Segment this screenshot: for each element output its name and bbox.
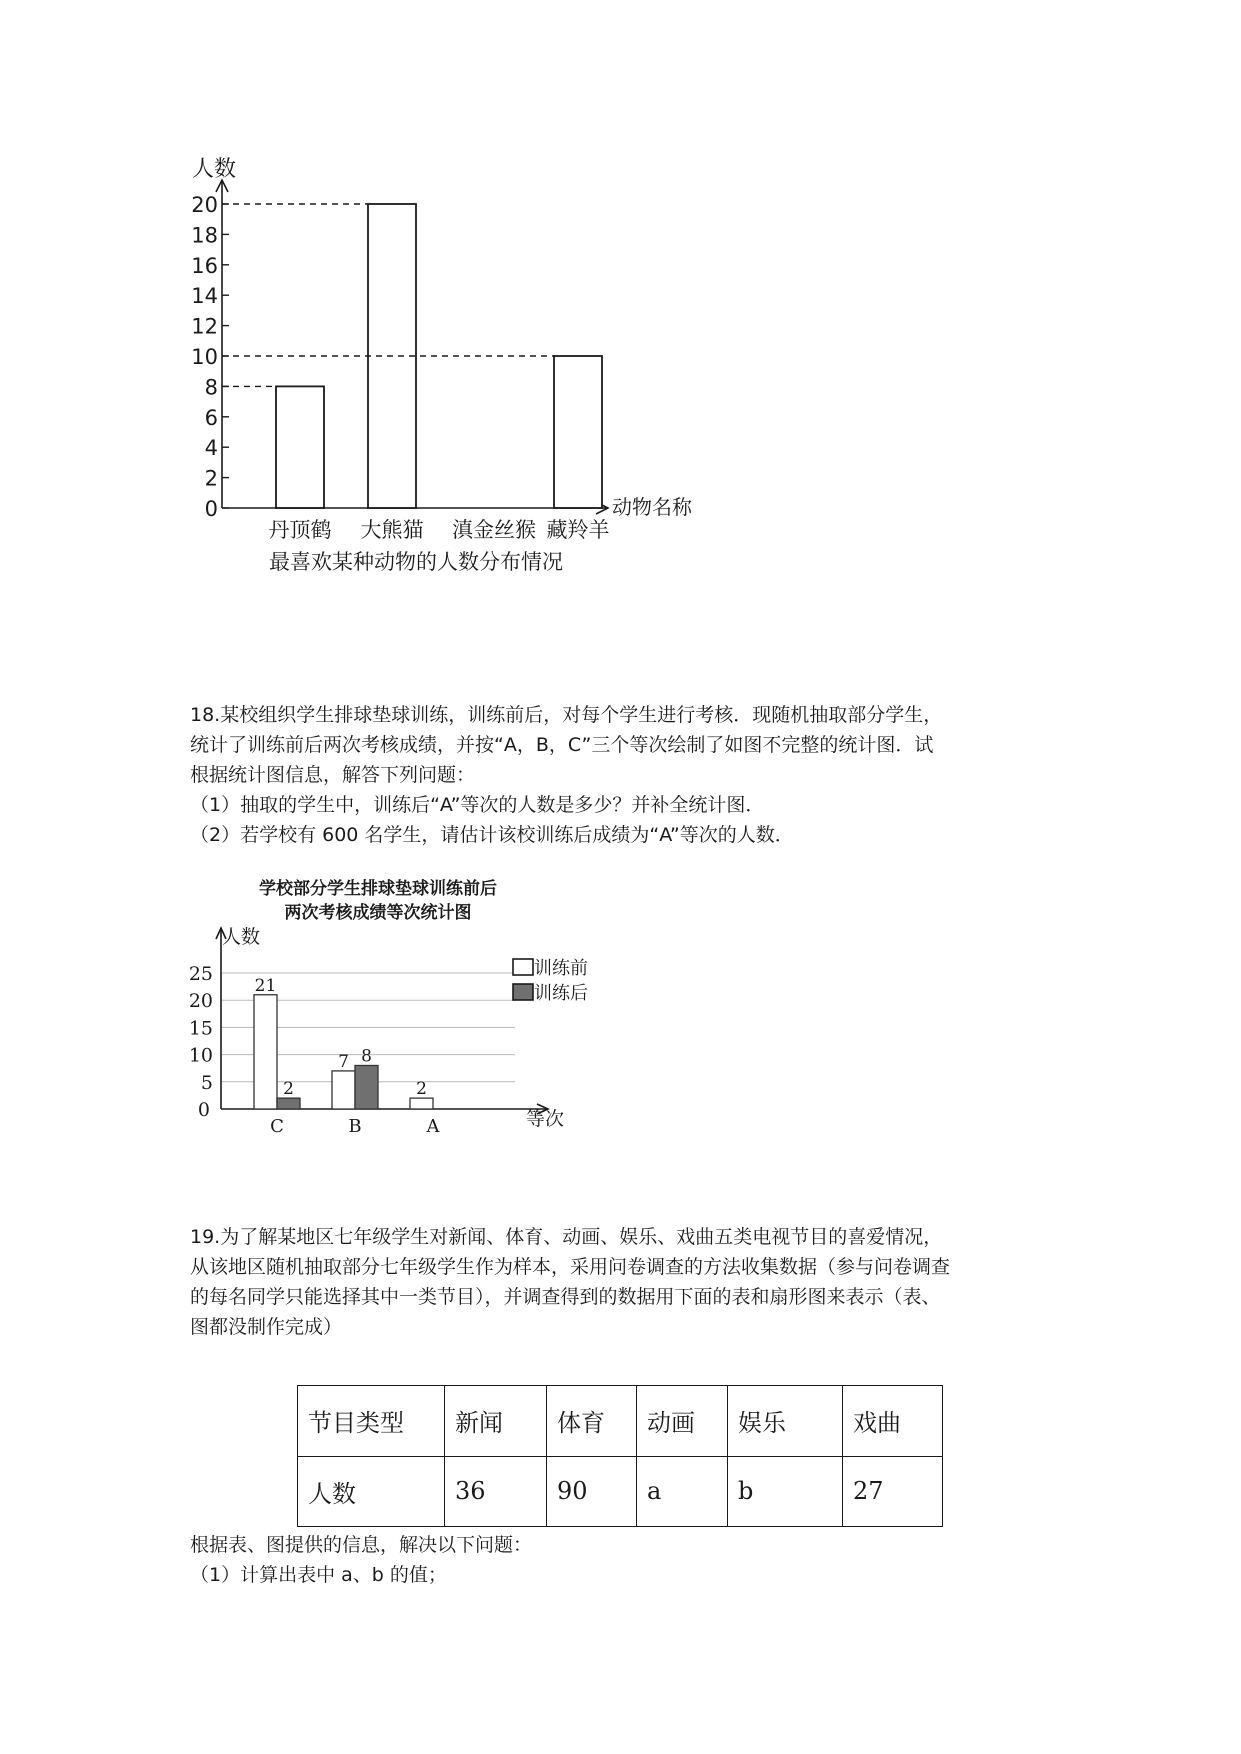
bar [410, 1098, 433, 1109]
table-cell: 体育 [547, 1386, 637, 1457]
x-tick-label: 大熊猫 [360, 518, 424, 542]
y-axis-label: 人数 [222, 926, 261, 948]
animal-preference-bar-chart [0, 0, 1241, 600]
bar [276, 386, 324, 508]
y-tick-label: 25 [188, 963, 213, 985]
data-label: 2 [416, 1079, 427, 1100]
bar [332, 1071, 355, 1109]
y-tick-label: 20 [191, 193, 218, 217]
table-cell: 新闻 [445, 1386, 547, 1457]
chart-subtitle: 两次考核成绩等次统计图 [284, 903, 472, 923]
y-tick-label: 10 [191, 345, 218, 369]
table-cell: 27 [843, 1456, 943, 1527]
y-tick-label: 0 [204, 497, 218, 521]
q18-line: （1）抽取的学生中，训练后“A”等次的人数是多少？并补全统计图． [190, 794, 765, 816]
y-tick-label: 10 [188, 1044, 213, 1067]
y-tick-label: 20 [188, 990, 213, 1013]
bar [254, 995, 277, 1109]
training-grade-bar-chart [0, 860, 1241, 1140]
table-header-row [298, 1386, 943, 1457]
y-tick-label: 14 [191, 284, 218, 309]
q19-after-line: 根据表、图提供的信息，解决以下问题： [190, 1534, 533, 1556]
table-row [298, 1456, 943, 1527]
question-19-text [190, 1222, 950, 1342]
y-tick-label: 15 [188, 1017, 213, 1040]
chart-title: 最喜欢某种动物的人数分布情况 [269, 550, 563, 574]
question-19-prompts [190, 1530, 532, 1590]
table-cell: 90 [547, 1456, 637, 1527]
y-tick-label: 2 [204, 466, 218, 491]
q19-line: 从该地区随机抽取部分七年级学生作为样本，采用问卷调查的方法收集数据（参与问卷调查 [190, 1256, 951, 1278]
q18-line: 18.某校组织学生排球垫球训练，训练前后，对每个学生进行考核．现随机抽取部分学生， [190, 704, 943, 726]
chart-title: 学校部分学生排球垫球训练前后 [259, 879, 497, 899]
legend-swatch [513, 984, 533, 1000]
q18-line: 统计了训练前后两次考核成绩，并按“A，B，C”三个等次绘制了如图不完整的统计图．试 [190, 734, 934, 756]
data-label: 7 [338, 1051, 349, 1072]
y-tick-label: 8 [204, 375, 218, 400]
x-axis-label: 动物名称 [612, 495, 692, 519]
x-tick-label: A [426, 1116, 440, 1137]
legend-label: 训练前 [534, 958, 588, 979]
table-cell: 戏曲 [843, 1386, 943, 1457]
table-cell: b [728, 1456, 843, 1527]
table-cell: 36 [445, 1456, 547, 1527]
data-label: 8 [361, 1046, 372, 1067]
table-cell: 人数 [298, 1456, 445, 1527]
y-tick-label: 5 [200, 1071, 213, 1094]
q19-line: 的每名同学只能选择其中一类节目），并调查得到的数据用下面的表和扇形图来表示（表、 [190, 1286, 941, 1308]
x-tick-label: 滇金丝猴 [452, 518, 536, 542]
y-tick-label: 0 [197, 1099, 210, 1121]
table-cell: 节目类型 [298, 1386, 445, 1457]
bar [554, 356, 602, 508]
q18-line: （2）若学校有 600 名学生，请估计该校训练后成绩为“A”等次的人数． [190, 824, 794, 846]
data-label: 21 [254, 975, 277, 996]
y-tick-label: 18 [191, 223, 218, 248]
x-tick-label: C [270, 1116, 284, 1137]
q19-line: 图都没制作完成） [190, 1316, 343, 1338]
x-tick-label: B [348, 1116, 362, 1137]
y-tick-label: 16 [191, 253, 218, 278]
table-cell: 娱乐 [728, 1386, 843, 1457]
table-cell: a [637, 1456, 728, 1527]
q18-line: 根据统计图信息，解答下列问题： [190, 764, 476, 786]
data-label: 2 [283, 1079, 294, 1100]
legend-swatch [513, 959, 533, 975]
y-tick-label: 12 [191, 314, 218, 339]
y-tick-label: 6 [204, 405, 218, 430]
bar [355, 1065, 378, 1109]
x-axis-label: 等次 [526, 1108, 565, 1130]
x-tick-label: 丹顶鹤 [268, 518, 332, 542]
bar [277, 1098, 300, 1109]
q19-line: 19.为了解某地区七年级学生对新闻、体育、动画、娱乐、戏曲五类电视节目的喜爱情况， [190, 1226, 943, 1248]
q19-after-line: （1）计算出表中 a、b 的值； [190, 1564, 447, 1586]
x-tick-label: 藏羚羊 [546, 518, 610, 542]
tv-program-survey-table [297, 1385, 943, 1527]
y-tick-label: 4 [204, 436, 218, 461]
legend-label: 训练后 [534, 983, 588, 1004]
table-cell: 动画 [637, 1386, 728, 1457]
y-axis-label: 人数 [192, 157, 237, 182]
question-18-text [190, 700, 942, 850]
